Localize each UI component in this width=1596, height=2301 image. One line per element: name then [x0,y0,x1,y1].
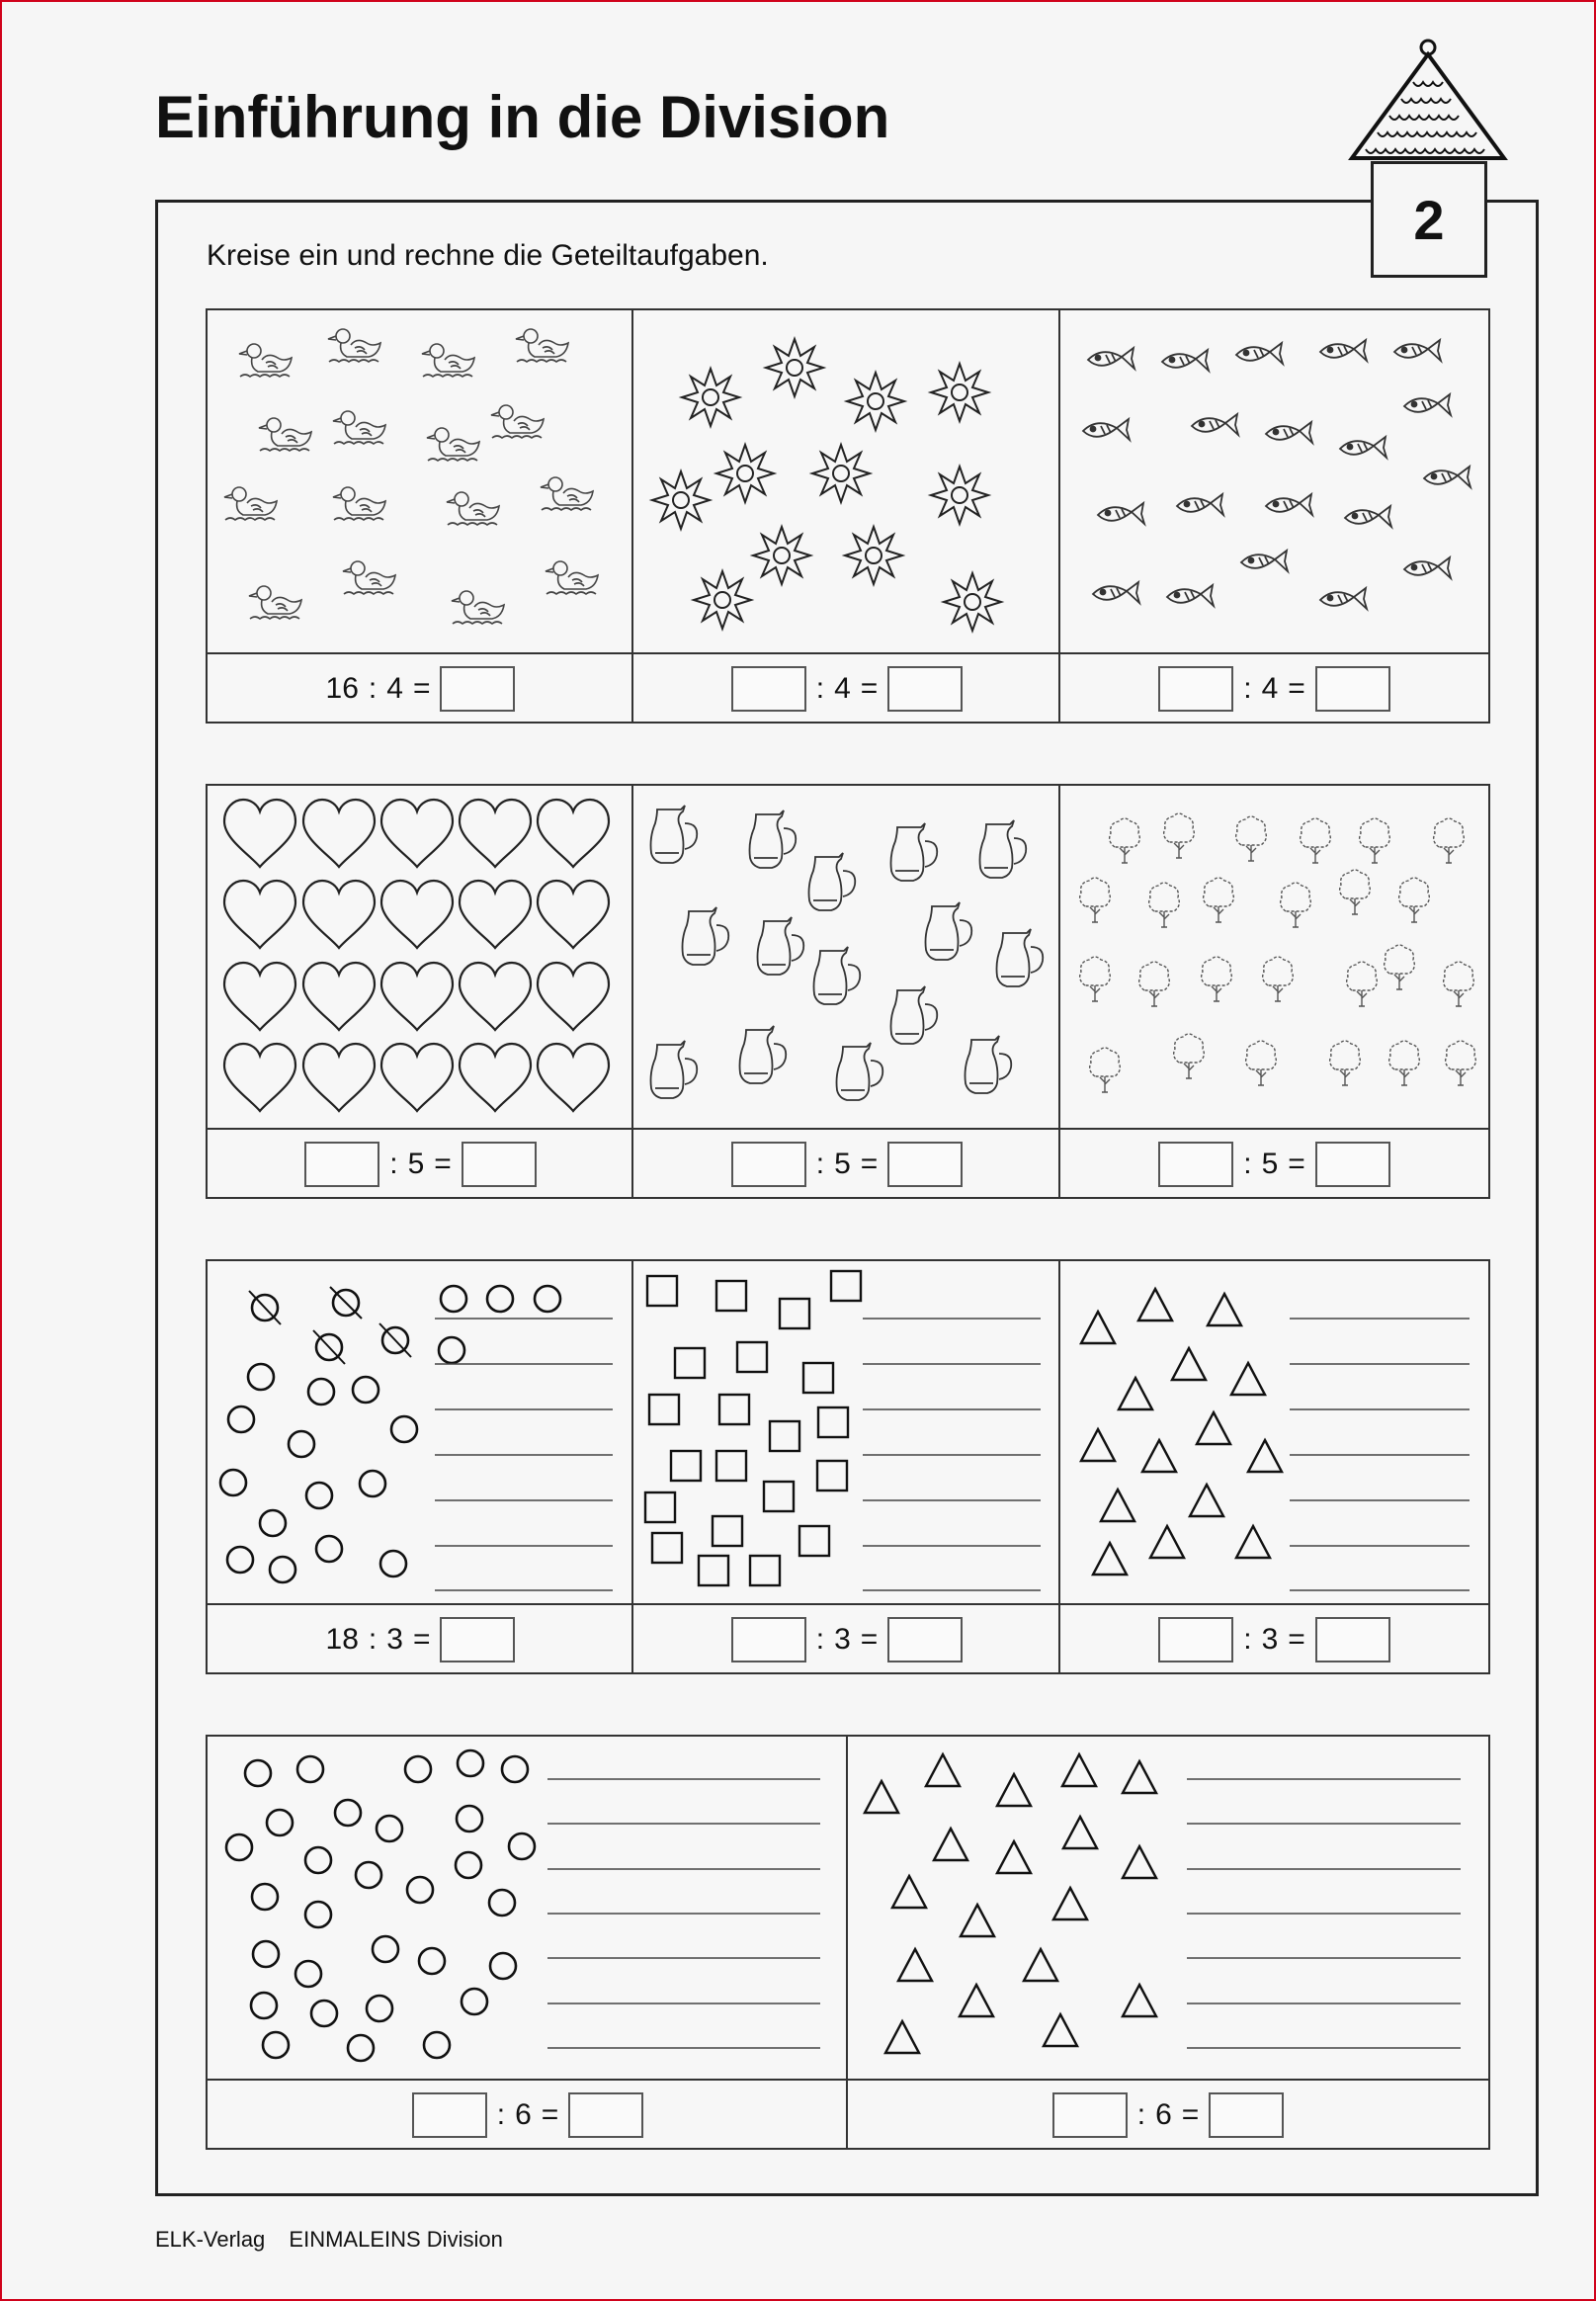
divisor-text: 3 [1261,1623,1279,1656]
picture-cell-triangles [848,1737,1488,2079]
divisor-text: 4 [1261,672,1279,705]
divide-sign: : [389,1148,398,1180]
equation-cell [848,2081,1488,2150]
equals-sign: = [412,1623,431,1656]
trees-illustration [1060,786,1488,1128]
equals-sign: = [1181,2098,1200,2131]
equals-sign: = [860,672,879,705]
equals-sign: = [412,672,431,705]
divisor-text: 3 [386,1623,403,1656]
footer-series: EINMALEINS Division [289,2227,503,2252]
equation-cell [208,1605,633,1674]
triangles-illustration [848,1737,1488,2079]
exercise-row-3 [206,1259,1490,1674]
exercise-row-4 [206,1735,1490,2150]
answer-box[interactable] [1315,1142,1390,1187]
divide-sign: : [496,2098,506,2131]
dividend-box[interactable] [731,1142,806,1187]
answer-box[interactable] [887,1617,963,1662]
answer-box[interactable] [462,1142,537,1187]
equation-cell [208,1130,633,1199]
flowers-illustration [633,310,1060,652]
triangles-illustration [1060,1261,1488,1603]
picture-cell-circles [208,1261,633,1603]
divisor-text: 5 [1261,1148,1279,1180]
divisor-text: 5 [834,1148,851,1180]
answer-box[interactable] [1209,2092,1284,2138]
answer-box[interactable] [440,1617,515,1662]
equals-sign: = [1288,672,1305,705]
dividend-box[interactable] [412,2092,487,2138]
exercise-row-1 [206,308,1490,724]
dividend-box[interactable] [1158,1617,1233,1662]
picture-cell-flowers [633,310,1060,652]
divisor-text: 6 [515,2098,532,2131]
equals-sign: = [434,1148,452,1180]
footer [155,2227,503,2253]
dividend-box[interactable] [1158,666,1233,712]
dividend-box[interactable] [731,1617,806,1662]
equals-sign: = [860,1148,879,1180]
equation-cell [208,654,633,724]
divisor-text: 4 [386,672,403,705]
picture-cell-triangles [1060,1261,1488,1603]
answer-box[interactable] [1315,666,1390,712]
dividend-text: 16 [325,672,359,705]
answer-box[interactable] [568,2092,643,2138]
ducks-illustration [208,310,633,652]
divisor-text: 3 [834,1623,851,1656]
answer-box[interactable] [887,1142,963,1187]
page-title: Einführung in die Division [155,84,890,150]
squares-illustration [633,1261,1060,1603]
picture-cell-jugs [633,786,1060,1128]
page-number-badge: 2 [1371,161,1487,278]
divide-sign: : [1243,1623,1252,1656]
divide-sign: : [1136,2098,1146,2131]
dividend-box[interactable] [1052,2092,1128,2138]
dividend-text: 18 [325,1623,359,1656]
footer-publisher: ELK-Verlag [155,2227,266,2252]
fish-illustration [1060,310,1488,652]
circles-illustration [208,1261,633,1603]
divide-sign: : [368,672,378,705]
divide-sign: : [815,672,825,705]
divisor-text: 5 [407,1148,425,1180]
answer-box[interactable] [887,666,963,712]
instruction-text: Kreise ein und rechne die Geteiltaufgaben. [207,239,769,272]
divide-sign: : [1243,1148,1252,1180]
dividend-box[interactable] [731,666,806,712]
equation-cell [208,2081,848,2150]
hearts-illustration [208,786,633,1128]
equals-sign: = [860,1623,879,1656]
answer-box[interactable] [1315,1617,1390,1662]
divisor-text: 4 [834,672,851,705]
equals-sign: = [1288,1148,1305,1180]
picture-cell-squares [633,1261,1060,1603]
answer-box[interactable] [440,666,515,712]
divide-sign: : [1243,672,1252,705]
equation-cell [1060,654,1488,724]
equation-cell [633,1130,1060,1199]
picture-cell-circles [208,1737,848,2079]
exercise-row-2 [206,784,1490,1199]
divide-sign: : [815,1148,825,1180]
circles-illustration [208,1737,848,2079]
jugs-illustration [633,786,1060,1128]
picture-cell-hearts [208,786,633,1128]
equation-cell [1060,1605,1488,1674]
equation-cell [1060,1130,1488,1199]
divisor-text: 6 [1155,2098,1172,2131]
equals-sign: = [541,2098,559,2131]
picture-cell-trees [1060,786,1488,1128]
divide-sign: : [368,1623,378,1656]
dividend-box[interactable] [304,1142,379,1187]
dividend-box[interactable] [1158,1142,1233,1187]
equals-sign: = [1288,1623,1305,1656]
picture-cell-fish [1060,310,1488,652]
equation-cell [633,1605,1060,1674]
divide-sign: : [815,1623,825,1656]
equation-cell [633,654,1060,724]
picture-cell-ducks [208,310,633,652]
hearts-grid [224,800,609,1111]
